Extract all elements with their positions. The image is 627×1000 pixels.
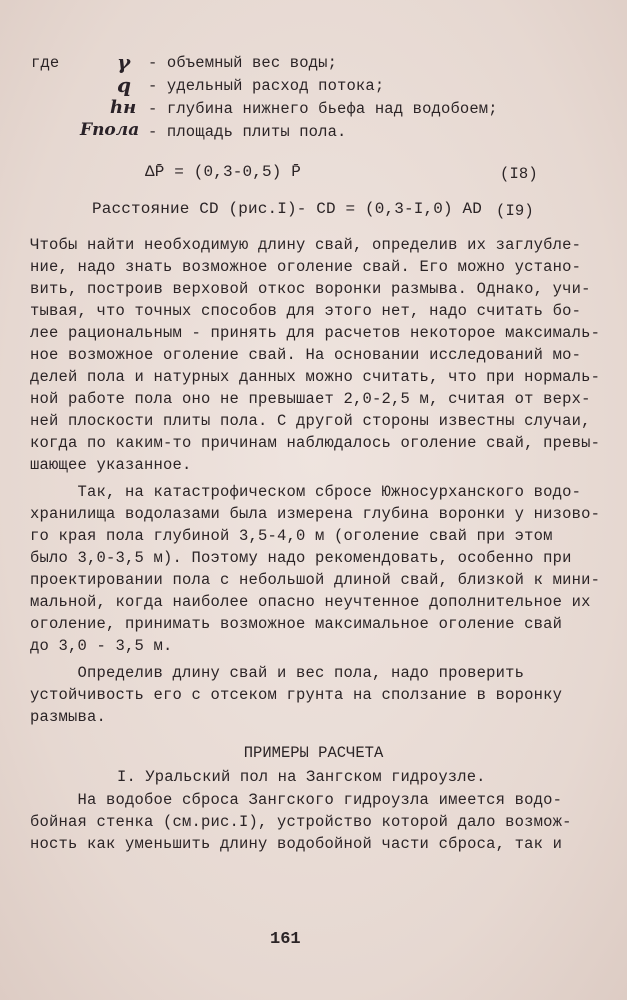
paragraph-1-line: ной работе пола оно не превышает 2,0-2,5 м, считая от верх-	[30, 390, 591, 408]
h-symbol: hн	[110, 97, 137, 118]
page-number: 161	[270, 930, 301, 949]
paragraph-3-line: Определив длину свай и вес пола, надо проверить	[30, 664, 525, 682]
paragraph-2-line: было 3,0-3,5 м). Поэтому надо рекомендовать, особенно при	[30, 549, 572, 567]
definition-q: - удельный расход потока;	[148, 77, 385, 95]
section-title: ПРИМЕРЫ РАСЧЕТА	[243, 744, 384, 762]
paragraph-2-line: мальной, когда наиболее опасно неучтенное дополнительное их	[30, 593, 591, 611]
paragraph-1-line: делей пола и натурных данных можно считать, что при нормаль-	[30, 368, 601, 386]
paragraph-2-line: до 3,0 - 3,5 м.	[30, 637, 173, 655]
paragraph-2-line: проектировании пола с небольшой длиной свай, близкой к мини-	[30, 571, 601, 589]
paragraph-2-line: оголение, принимать возможное максимальное оголение свай	[30, 615, 563, 633]
paragraph-4-line: На водобое сброса Зангского гидроузла имеется водо-	[30, 791, 563, 809]
where-label: где	[31, 54, 60, 72]
definition-f: - площадь плиты пола.	[148, 123, 347, 141]
gamma-symbol: γ	[117, 50, 131, 74]
paragraph-2-line: хранилища водолазами была измерена глубина воронки у низово-	[30, 505, 601, 523]
formula-19: Расстояние CD (рис.I)- CD = (0,3-I,0) AD	[92, 200, 483, 218]
formula-18: ΔP̄ = (0,3-0,5) P̄	[145, 163, 302, 181]
paragraph-2-line: Так, на катастрофическом сбросе Южносурханского водо-	[30, 483, 582, 501]
paragraph-1-line: шающее указанное.	[30, 456, 192, 474]
formula-18-number: (I8)	[500, 165, 538, 183]
paragraph-4-line: бойная стенка (см.рис.I), устройство которой дало возмож-	[30, 813, 572, 831]
paragraph-1-line: вить, построив верховой откос воронки размыва. Однако, учи-	[30, 280, 591, 298]
subsection-title: I. Уральский пол на Зангском гидроузле.	[117, 768, 486, 786]
paragraph-1-line: ное возможное оголение свай. На основании исследований мо-	[30, 346, 582, 364]
paragraph-1-line: тывая, что точных способов для этого нет, надо считать бо-	[30, 302, 582, 320]
paragraph-4-line: ность как уменьшить длину водобойной части сброса, так и	[30, 835, 563, 853]
paragraph-1-line: Чтобы найти необходимую длину свай, определив их заглубле-	[30, 236, 582, 254]
paragraph-2-line: го края пола глубиной 3,5-4,0 м (оголение свай при этом	[30, 527, 553, 545]
definition-gamma: - объемный вес воды;	[148, 54, 338, 72]
formula-19-number: (I9)	[496, 202, 534, 220]
definition-h: - глубина нижнего бьефа над водобоем;	[148, 100, 498, 118]
q-symbol: q	[117, 73, 131, 97]
paragraph-1-line: когда по каким-то причинам наблюдалось оголение свай, превы-	[30, 434, 601, 452]
paragraph-1-line: ние, надо знать возможное оголение свай. Его можно устано-	[30, 258, 582, 276]
paragraph-3-line: устойчивость его с отсеком грунта на сползание в воронку	[30, 686, 563, 704]
f-symbol: Fпола	[80, 120, 140, 140]
paragraph-3-line: размыва.	[30, 708, 107, 726]
paragraph-1-line: ней плоскости плиты пола. С другой стороны известны случаи,	[30, 412, 591, 430]
paragraph-1-line: лее рациональным - принять для расчетов некоторое максималь-	[30, 324, 601, 342]
